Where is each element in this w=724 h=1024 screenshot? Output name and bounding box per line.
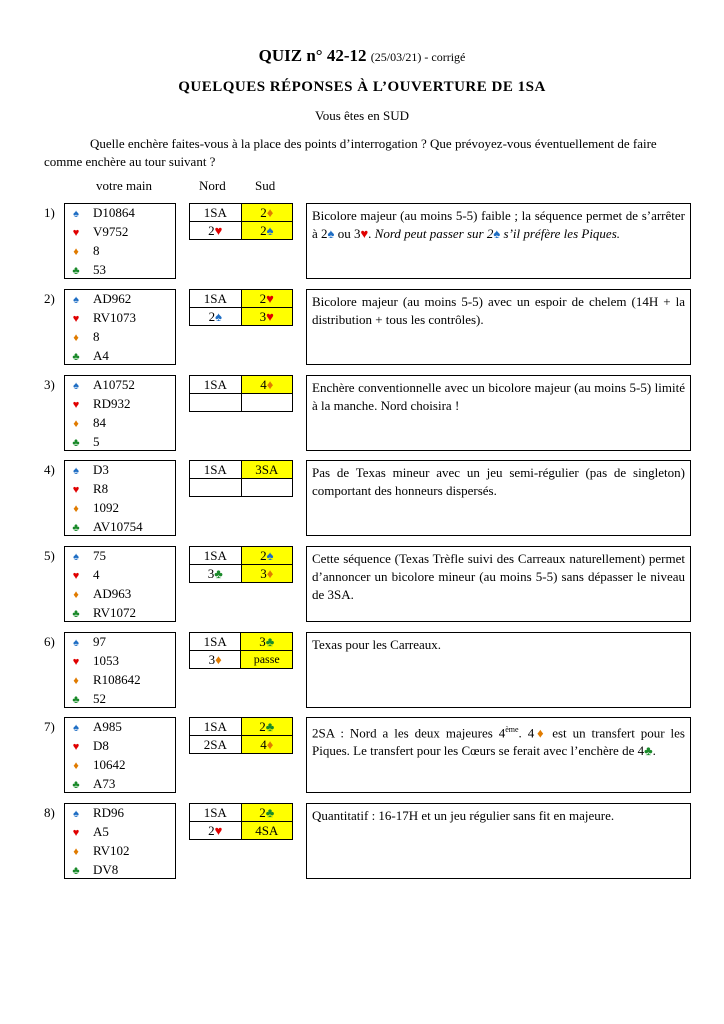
heart-icon: ♥ <box>72 484 80 496</box>
diamond-icon: ♦ <box>73 246 79 258</box>
bidding-round <box>190 718 293 736</box>
heart-icon: ♥ <box>214 823 223 838</box>
hand-box <box>64 203 176 279</box>
north-bid: 1SA <box>190 633 241 651</box>
column-header-north: Nord <box>199 178 226 193</box>
quiz-row <box>0 546 724 622</box>
club-icon: ♣ <box>72 865 80 877</box>
spade-icon: ♠ <box>215 309 222 324</box>
quiz-row <box>0 203 724 279</box>
south-bid: 3♣ <box>241 633 293 651</box>
north-bid: 1SA <box>190 804 242 822</box>
bidding-round <box>190 204 293 222</box>
heart-icon: ♥ <box>72 227 80 239</box>
heart-icon: ♥ <box>72 399 80 411</box>
hand-cards: R108642 <box>93 672 141 687</box>
hand-suit-line <box>65 413 106 432</box>
hand-cards: RV1072 <box>93 605 137 620</box>
hand-suit-line <box>65 584 131 603</box>
north-bid: 1SA <box>190 376 242 394</box>
column-header-south: Sud <box>255 178 276 193</box>
quiz-row <box>0 289 724 365</box>
explanation-box: Enchère conventionnelle avec un bicolore majeur (au moins 5-5) limité à la manche. Nord choisira ! <box>306 375 691 451</box>
hand-cards: AD963 <box>93 586 132 601</box>
quiz-number-label: 1) <box>44 205 55 220</box>
hand-suit-line <box>65 736 109 755</box>
hand-suit-line <box>65 860 118 879</box>
heart-icon: ♥ <box>266 309 274 324</box>
club-icon: ♣ <box>644 743 653 759</box>
spade-icon: ♠ <box>73 722 79 734</box>
club-icon: ♣ <box>265 719 275 734</box>
heart-icon: ♥ <box>214 223 223 238</box>
hand-suit-line <box>65 803 124 822</box>
bidding-round <box>190 736 293 754</box>
diamond-icon: ♦ <box>266 205 274 220</box>
spade-icon: ♠ <box>73 465 79 477</box>
south-bid: 4♦ <box>241 376 292 394</box>
diamond-icon: ♦ <box>73 589 79 601</box>
bidding-table <box>189 460 293 497</box>
south-bid: 4SA <box>241 822 293 840</box>
hand-suit-line <box>65 479 108 498</box>
quiz-date: (25/03/21) - corrigé <box>370 50 466 64</box>
quiz-number-label: 4) <box>44 462 55 477</box>
quiz-row <box>0 803 724 879</box>
explanation-box: Texas pour les Carreaux. <box>306 632 691 708</box>
bidding-table <box>189 717 293 754</box>
hand-cards: 4 <box>93 567 100 582</box>
spade-icon: ♠ <box>73 380 79 392</box>
heart-icon: ♥ <box>360 226 369 241</box>
north-bid <box>190 479 242 497</box>
quiz-row <box>0 632 724 708</box>
hand-suit-line <box>65 241 100 260</box>
hand-cards: D3 <box>93 462 109 477</box>
hand-cards: 1053 <box>93 653 119 668</box>
hand-suit-line <box>65 774 115 793</box>
south-bid: 2♦ <box>241 204 292 222</box>
club-icon: ♣ <box>72 351 80 363</box>
explanation-box: Bicolore majeur (au moins 5-5) faible ; la séquence permet de s’arrêter à 2♠ ou 3♥. Nord peut passer sur 2♠ s’il préfère les Piques. <box>306 203 691 279</box>
hand-cards: 8 <box>93 243 100 258</box>
question-text: Quelle enchère faites-vous à la place des points d’interrogation ? Que prévoyez-vous éventuellement de faire comme enchère au tour suivant ? <box>44 136 657 169</box>
hand-cards: 8 <box>93 329 100 344</box>
hand-cards: 97 <box>93 634 106 649</box>
hand-suit-line <box>65 346 109 365</box>
quiz-number-label: 8) <box>44 805 55 820</box>
club-icon: ♣ <box>72 694 80 706</box>
hand-suit-line <box>65 603 136 622</box>
hand-suit-line <box>65 498 119 517</box>
south-bid: 3♦ <box>241 565 292 583</box>
hand-box <box>64 803 176 879</box>
north-bid: 2SA <box>190 736 242 754</box>
position-note: Vous êtes en SUD <box>314 108 409 123</box>
hand-cards: AV10754 <box>93 519 143 534</box>
hand-suit-line <box>65 260 106 279</box>
spade-icon: ♠ <box>73 208 79 220</box>
bidding-round <box>190 394 293 412</box>
bidding-round <box>190 547 293 565</box>
diamond-icon: ♦ <box>73 760 79 772</box>
bidding-round <box>190 461 293 479</box>
club-icon: ♣ <box>72 522 80 534</box>
hand-cards: AD962 <box>93 291 132 306</box>
explanation-box: Bicolore majeur (au moins 5-5) avec un espoir de chelem (14H + la distribution + tous les contrôles). <box>306 289 691 365</box>
spade-icon: ♠ <box>73 808 79 820</box>
hand-suit-line <box>65 203 135 222</box>
hand-suit-line <box>65 670 141 689</box>
hand-cards: RD96 <box>93 805 125 820</box>
bidding-round <box>190 822 293 840</box>
heart-icon: ♥ <box>72 741 80 753</box>
bidding-round <box>190 290 293 308</box>
club-icon: ♣ <box>72 265 80 277</box>
hand-suit-line <box>65 308 136 327</box>
north-bid: 1SA <box>190 204 242 222</box>
hand-cards: 53 <box>93 262 106 277</box>
hand-box <box>64 460 176 536</box>
quiz-number-label: 6) <box>44 634 55 649</box>
explanation-box: Pas de Texas mineur avec un jeu semi-régulier (pas de singleton) comportant des honneurs dispersés. <box>306 460 691 536</box>
north-bid: 1SA <box>190 290 242 308</box>
quiz-row <box>0 460 724 536</box>
spade-icon: ♠ <box>73 551 79 563</box>
hand-cards: RV102 <box>93 843 130 858</box>
hand-cards: 52 <box>93 691 106 706</box>
south-bid: 2♠ <box>241 222 292 240</box>
spade-icon: ♠ <box>266 548 274 563</box>
spade-icon: ♠ <box>73 637 79 649</box>
hand-suit-line <box>65 755 126 774</box>
club-icon: ♣ <box>265 805 275 820</box>
north-bid: 1SA <box>190 461 242 479</box>
quiz-number-label: 5) <box>44 548 55 563</box>
hand-box <box>64 717 176 793</box>
hand-cards: A5 <box>93 824 109 839</box>
south-bid: 2♣ <box>241 718 292 736</box>
hand-box <box>64 289 176 365</box>
spade-icon: ♠ <box>493 226 501 241</box>
quiz-row <box>0 375 724 451</box>
bidding-round <box>190 651 293 669</box>
quiz-number-label: 2) <box>44 291 55 306</box>
diamond-icon: ♦ <box>266 377 274 392</box>
hand-suit-line <box>65 822 109 841</box>
hand-suit-line <box>65 565 100 584</box>
hand-cards: A985 <box>93 719 122 734</box>
explanation-box: 2SA : Nord a les deux majeures 4ème. 4♦ est un transfert pour les Piques. Le transfert pour les Cœurs se ferait avec l’enchère de 4♣. <box>306 717 691 793</box>
hand-suit-line <box>65 327 100 346</box>
spade-icon: ♠ <box>327 226 335 241</box>
diamond-icon: ♦ <box>534 725 547 741</box>
hand-cards: A4 <box>93 348 109 363</box>
bidding-round <box>190 222 293 240</box>
bidding-round <box>190 308 293 326</box>
hand-cards: V9752 <box>93 224 129 239</box>
bidding-table <box>189 375 293 412</box>
north-bid: 1SA <box>190 547 242 565</box>
bidding-table <box>189 632 293 669</box>
hand-cards: A10752 <box>93 377 135 392</box>
south-bid: 3♥ <box>241 308 292 326</box>
spade-icon: ♠ <box>73 294 79 306</box>
hand-cards: 75 <box>93 548 106 563</box>
spade-icon: ♠ <box>266 223 274 238</box>
hand-suit-line <box>65 460 109 479</box>
bidding-round <box>190 479 293 497</box>
diamond-icon: ♦ <box>73 332 79 344</box>
club-icon: ♣ <box>265 634 275 649</box>
diamond-icon: ♦ <box>266 737 274 752</box>
page-title <box>0 46 724 66</box>
hand-cards: 1092 <box>93 500 119 515</box>
hand-cards: D10864 <box>93 205 135 220</box>
hand-cards: RD932 <box>93 396 131 411</box>
north-bid: 2♥ <box>190 222 242 240</box>
hand-cards: 5 <box>93 434 100 449</box>
north-bid: 3♣ <box>190 565 242 583</box>
south-bid <box>241 394 292 412</box>
club-icon: ♣ <box>72 779 80 791</box>
bidding-table <box>189 546 293 583</box>
heart-icon: ♥ <box>266 291 274 306</box>
bidding-table <box>189 803 293 840</box>
north-bid: 3♦ <box>190 651 241 669</box>
hand-suit-line <box>65 394 131 413</box>
hand-suit-line <box>65 432 100 451</box>
hand-box <box>64 375 176 451</box>
hand-suit-line <box>65 289 131 308</box>
page-subtitle: QUELQUES RÉPONSES À L’OUVERTURE DE 1SA <box>178 79 546 95</box>
hand-suit-line <box>65 632 106 651</box>
explanation-box: Quantitatif : 16-17H et un jeu régulier sans fit en majeure. <box>306 803 691 879</box>
south-bid: 2♣ <box>241 804 293 822</box>
hand-box <box>64 632 176 708</box>
diamond-icon: ♦ <box>73 675 79 687</box>
hand-cards: DV8 <box>93 862 119 877</box>
hand-cards: A73 <box>93 776 116 791</box>
quiz-row <box>0 717 724 793</box>
hand-cards: R8 <box>93 481 109 496</box>
hand-suit-line <box>65 517 143 536</box>
hand-cards: D8 <box>93 738 109 753</box>
hand-suit-line <box>65 717 122 736</box>
hand-suit-line <box>65 546 106 565</box>
diamond-icon: ♦ <box>215 652 222 667</box>
heart-icon: ♥ <box>72 570 80 582</box>
bidding-round <box>190 633 293 651</box>
south-bid: 3SA <box>241 461 293 479</box>
north-bid: 2♥ <box>190 822 242 840</box>
club-icon: ♣ <box>72 437 80 449</box>
hand-suit-line <box>65 841 130 860</box>
north-bid: 2♠ <box>190 308 242 326</box>
hand-box <box>64 546 176 622</box>
diamond-icon: ♦ <box>73 503 79 515</box>
south-bid: 2♠ <box>241 547 292 565</box>
bidding-round <box>190 804 293 822</box>
south-bid: 2♥ <box>241 290 292 308</box>
hand-cards: 84 <box>93 415 106 430</box>
bidding-table <box>189 289 293 326</box>
hand-suit-line <box>65 651 119 670</box>
heart-icon: ♥ <box>72 656 80 668</box>
bidding-round <box>190 376 293 394</box>
hand-cards: RV1073 <box>93 310 137 325</box>
hand-cards: 10642 <box>93 757 126 772</box>
quiz-number-label: 7) <box>44 719 55 734</box>
heart-icon: ♥ <box>72 313 80 325</box>
heart-icon: ♥ <box>72 827 80 839</box>
north-bid: 1SA <box>190 718 242 736</box>
diamond-icon: ♦ <box>266 566 274 581</box>
club-icon: ♣ <box>72 608 80 620</box>
hand-suit-line <box>65 222 128 241</box>
north-bid <box>190 394 242 412</box>
hand-suit-line <box>65 689 106 708</box>
hand-suit-line <box>65 375 135 394</box>
diamond-icon: ♦ <box>73 846 79 858</box>
column-header-hand: votre main <box>96 178 152 193</box>
quiz-number-label: 3) <box>44 377 55 392</box>
bidding-table <box>189 203 293 240</box>
south-bid: 4♦ <box>241 736 292 754</box>
bidding-round <box>190 565 293 583</box>
south-bid <box>241 479 293 497</box>
club-icon: ♣ <box>214 566 223 581</box>
south-bid: passe <box>241 651 293 669</box>
quiz-number: QUIZ n° 42-12 <box>258 46 367 65</box>
explanation-box: Cette séquence (Texas Trèfle suivi des Carreaux naturellement) permet d’annoncer un bicolore mineur (au moins 5-5) sans dépasser le niveau de 3SA. <box>306 546 691 622</box>
diamond-icon: ♦ <box>73 418 79 430</box>
